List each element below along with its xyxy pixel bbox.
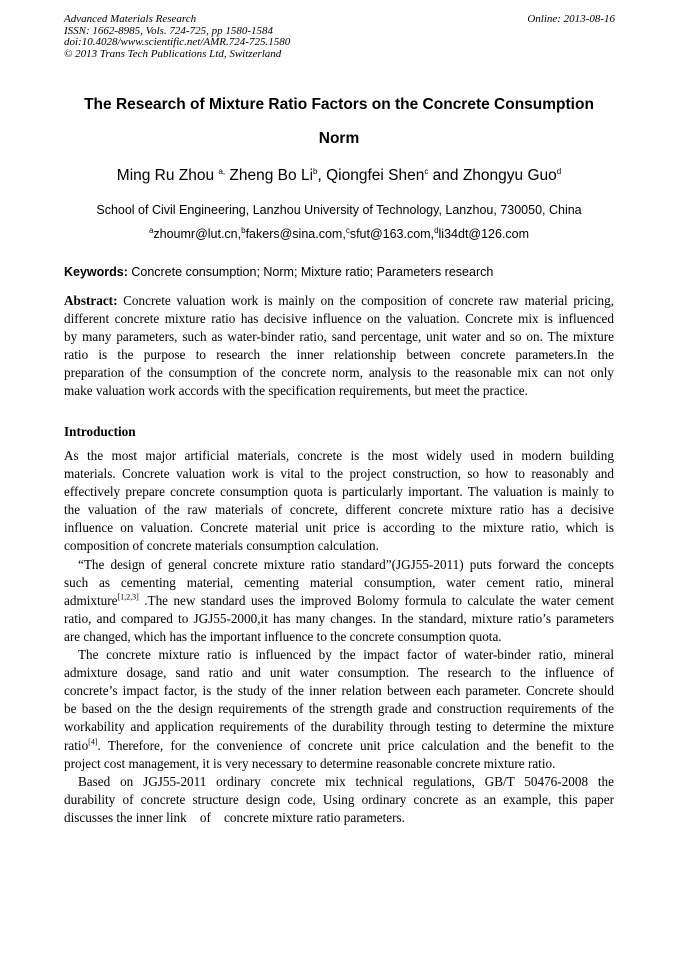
online-date: Online: 2013-08-16 <box>527 13 615 25</box>
text-line: influence on valuation. Concrete material unit price is according to the mixture ratio, which is <box>64 520 614 536</box>
author: and Zhongyu Guo <box>428 167 557 184</box>
text-line: The concrete mixture ratio is influenced by the impact factor of water-binder ratio, mineral <box>78 647 614 663</box>
text-line: admixture dosage, sand ratio and unit water consumption. The research to the influence of <box>64 665 614 681</box>
keywords-text: Concrete consumption; Norm; Mixture ratio; Parameters research <box>127 265 494 279</box>
author: Ming Ru Zhou <box>116 167 219 184</box>
email[interactable]: li34dt@126.com <box>438 227 530 241</box>
emails <box>0 227 678 241</box>
email[interactable]: zhoumr@lut.cn, <box>153 227 242 241</box>
text-line: are changed, which has the important influence to the concrete consumption quota. <box>64 628 502 644</box>
paper-title <box>40 88 638 156</box>
abstract-line: different concrete mixture ratio has decisive influence on the valuation. Concrete mix is influenced <box>64 311 614 327</box>
section-heading: Introduction <box>64 424 136 439</box>
text-line: be based on the the design requirements of the strength grade and construction requirements of the <box>64 701 614 717</box>
text: . Therefore, for the convenience of concrete unit price calculation and the benefit to the <box>97 737 614 753</box>
author: , Qiongfei Shen <box>317 167 425 184</box>
text: Concrete valuation work is mainly on the composition of concrete raw material pricing, <box>117 293 614 308</box>
text-line <box>64 737 614 755</box>
text-line: the valuation of the raw materials of concrete, different concrete mixture ratio has a decisive <box>64 502 614 518</box>
author: Zheng Bo Li <box>225 167 314 184</box>
text-line: effectively prepare concrete consumption quota is particularly important. The valuation is mainly to <box>64 484 614 500</box>
text-line: workability and application requirements of the durability through testing to determine the mixture <box>64 719 614 735</box>
title-line: The Research of Mixture Ratio Factors on the Concrete Consumption <box>84 96 594 113</box>
text: .The new standard uses the improved Bolomy formula to calculate the water cement <box>138 592 614 608</box>
abstract-line: make valuation work accords with the specification requirements, but meet the practice. <box>64 383 528 399</box>
abstract-line <box>64 292 614 310</box>
text-line: such as cementing material, cementing material consumption, water cement ratio, mineral <box>64 574 614 590</box>
text-line: materials. Concrete valuation work is vital to the project construction, so how to reasonably and <box>64 466 614 482</box>
text-line: durability of concrete structure design code, Using ordinary concrete as an example, this paper <box>64 791 614 807</box>
text-line: concrete’s impact factor, is the study of the inner relation between each parameter. Concrete should <box>64 683 614 699</box>
abstract-line: by many parameters, such as water-binder ratio, sand percentage, unit water and so on. The mixture <box>64 329 614 345</box>
abstract-line: preparation of the consumption of the concrete norm, analysis to the reasonable mix can not only <box>64 365 614 381</box>
citation: [4] <box>88 737 98 747</box>
abstract <box>64 292 614 401</box>
text-line <box>64 592 614 610</box>
email-sup: b <box>241 225 246 235</box>
text-line: “The design of general concrete mixture ratio standard”(JGJ55-2011) puts forward the concepts <box>78 556 614 572</box>
affiliation: School of Civil Engineering, Lanzhou University of Technology, Lanzhou, 730050, China <box>96 203 582 217</box>
text-line: Based on JGJ55-2011 ordinary concrete mix technical regulations, GB/T 50476-2008 the <box>78 773 614 789</box>
abstract-label: Abstract: <box>64 293 118 308</box>
doi: doi:10.4028/www.scientific.net/AMR.724-725.1580 <box>64 36 291 48</box>
email-sup: c <box>345 225 350 235</box>
title-line: Norm <box>318 130 360 147</box>
author-sup: a, <box>218 166 226 176</box>
keywords <box>64 265 493 279</box>
citation: [1,2,3] <box>117 592 139 602</box>
email-sup: d <box>434 225 439 235</box>
text-line: composition of concrete materials consumption calculation. <box>64 538 379 554</box>
authors <box>0 167 678 185</box>
copyright: © 2013 Trans Tech Publications Ltd, Switzerland <box>64 47 282 60</box>
author-sup: c <box>424 166 429 176</box>
author-sup: d <box>556 166 562 176</box>
issn: ISSN: 1662-8985, Vols. 724-725, pp 1580-1584 <box>64 24 273 37</box>
text-line: As the most major artificial materials, concrete is the most widely used in modern building <box>64 448 614 463</box>
email-sup: a <box>148 225 154 235</box>
text: admixture <box>64 592 118 608</box>
text-line: project cost management, it is very necessary to determine reasonable concrete mixture ratio. <box>64 755 556 771</box>
email[interactable]: sfut@163.com, <box>349 227 435 241</box>
introduction-body <box>64 447 614 827</box>
abstract-line: ratio is the purpose to research the inner relationship between concrete parameters.In the <box>64 347 614 363</box>
text-line: ratio, and compared to JGJ55-2000,it has many changes. In the standard, mixture ratio’s parameters <box>64 610 614 626</box>
text: ratio <box>64 737 89 753</box>
keywords-label: Keywords: <box>64 265 128 279</box>
text-line: discusses the inner link of concrete mixture ratio parameters. <box>64 809 405 825</box>
journal-name: Advanced Materials Research <box>64 13 197 25</box>
journal-header <box>64 14 290 60</box>
email[interactable]: fakers@sina.com, <box>245 227 346 241</box>
author-sup: b <box>313 166 318 176</box>
